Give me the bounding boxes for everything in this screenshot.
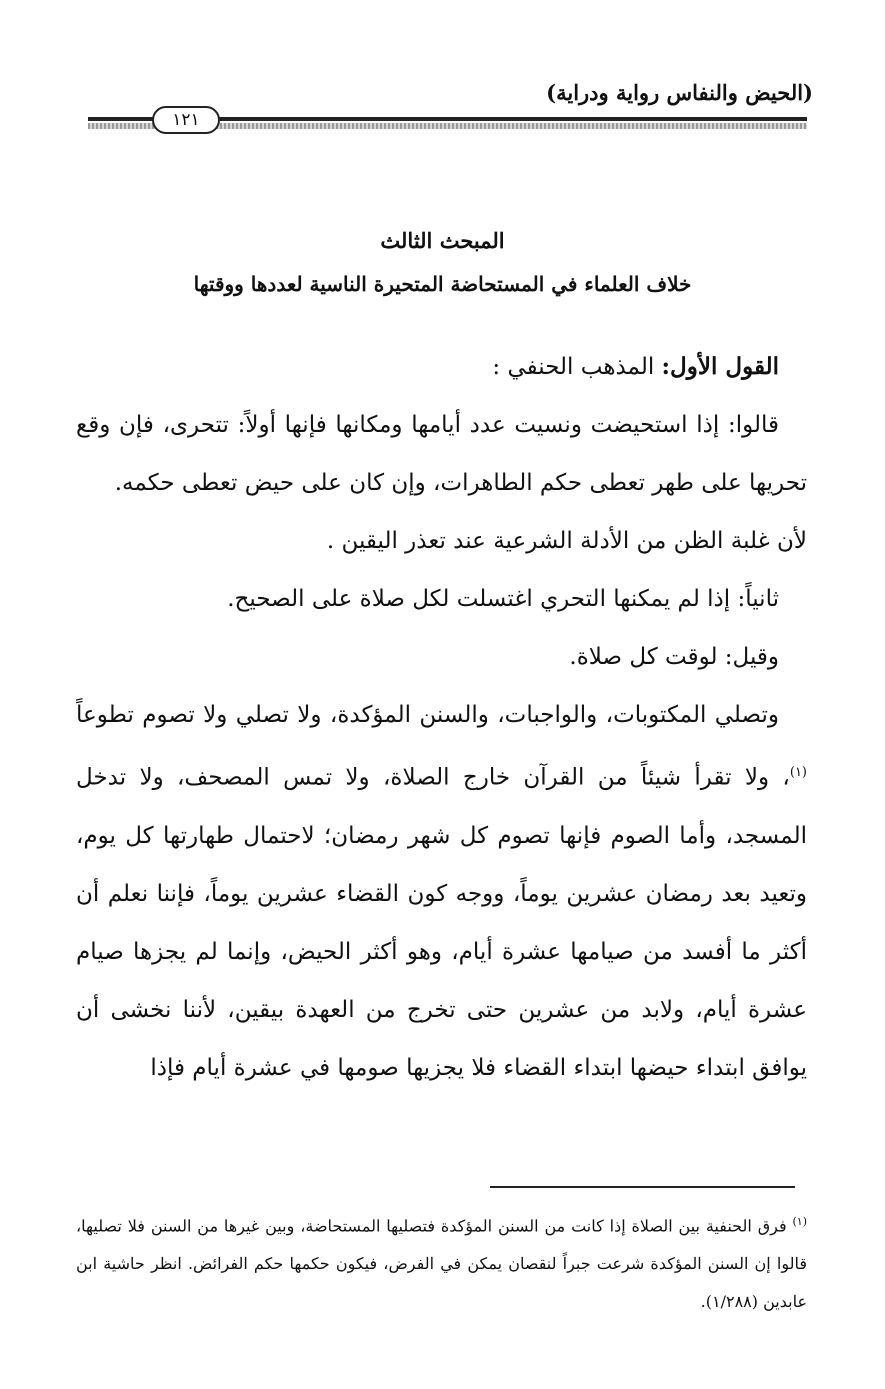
section-subtitle: خلاف العلماء في المستحاضة المتحيرة الناسية لعددها ووقتها bbox=[193, 272, 692, 296]
footnote-reference[interactable]: (١) bbox=[789, 765, 807, 780]
paragraph-text: المذهب الحنفي : bbox=[492, 354, 662, 380]
footnote-text: فرق الحنفية بين الصلاة إذا كانت من السنن المؤكدة فتصليها المستحاضة، وبين غيرها من السنن فلا تصليها، قالوا إن السنن المؤكدة شرعت جبراً لنقصان يمكن في الفرض، فيكون حكمها حكم الفرائض. انظر حاشية ابن عابدين (١/٢٨٨). bbox=[76, 1216, 807, 1312]
body-text bbox=[76, 338, 807, 1097]
paragraph-2: قالوا: إذا استحيضت ونسيت عدد أيامها ومكانها فإنها أولاً: تتحرى، فإن وقع تحريها على طهر تعطى حكم الطاهرات، وإن كان على حيض تعطى حكمه. bbox=[76, 412, 807, 496]
running-header-title: (الحيض والنفاس رواية ودراية) bbox=[546, 80, 813, 105]
paragraph-5: وقيل: لوقت كل صلاة. bbox=[569, 644, 779, 670]
footnote-marker: (١) bbox=[792, 1215, 807, 1228]
footnote bbox=[76, 1203, 807, 1321]
section-title: المبحث الثالث bbox=[380, 228, 505, 253]
paragraph-text: ، ولا تقرأ شيئاً من القرآن خارج الصلاة، ولا تمس المصحف، ولا تدخل المسجد، وأما الصوم فإنها تصوم كل شهر رمضان؛ لاحتمال طهارتها كل يوم، وتعيد بعد رمضان عشرين يوماً، ووجه كون القضاء عشرين يوماً، فإننا نعلم أن أكثر ما أفسد من صيامها عشرة أيام، وهو أكثر الحيض، وإنما لم يجزها صيام عشرة أيام، ولابد من عشرين حتى تخرج من العهدة بيقين، لأننا نخشى أن يوافق ابتداء حيضها ابتداء القضاء فلا يجزيها صومها في عشرة أيام فإذا bbox=[76, 764, 807, 1081]
paragraph-text: وتصلي المكتوبات، والواجبات، والسنن المؤكدة، ولا تصلي ولا تصوم تطوعاً bbox=[76, 702, 780, 728]
paragraph-lead: القول الأول: bbox=[661, 353, 779, 380]
page-number: ١٢١ bbox=[152, 106, 220, 134]
paragraph-4: ثانياً: إذا لم يمكنها التحري اغتسلت لكل صلاة على الصحيح. bbox=[227, 586, 779, 612]
paragraph-6 bbox=[76, 686, 807, 1097]
footnote-separator bbox=[490, 1186, 795, 1188]
paragraph-3: لأن غلبة الظن من الأدلة الشرعية عند تعذر اليقين . bbox=[326, 528, 807, 554]
paragraph-1 bbox=[76, 338, 807, 396]
